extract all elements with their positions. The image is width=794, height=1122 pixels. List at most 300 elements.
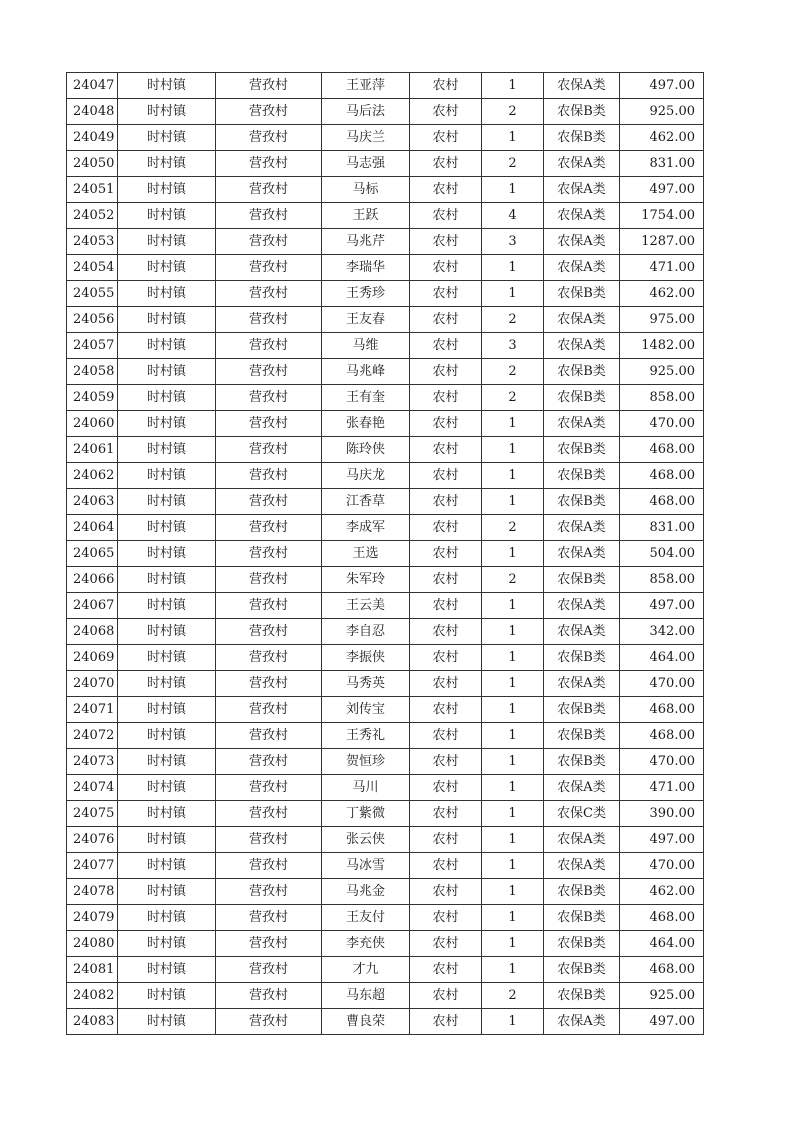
amount-cell: 497.00 — [620, 593, 704, 619]
town-cell: 时村镇 — [118, 489, 216, 515]
person-name-cell: 马川 — [322, 775, 410, 801]
town-cell: 时村镇 — [118, 645, 216, 671]
amount-cell: 831.00 — [620, 515, 704, 541]
household-count-cell: 1 — [482, 125, 544, 151]
household-count-cell: 1 — [482, 957, 544, 983]
amount-cell: 470.00 — [620, 411, 704, 437]
person-name-cell: 陈玲侠 — [322, 437, 410, 463]
area-type-cell: 农村 — [410, 489, 482, 515]
person-name-cell: 马后法 — [322, 99, 410, 125]
area-type-cell: 农村 — [410, 801, 482, 827]
household-count-cell: 1 — [482, 671, 544, 697]
village-cell: 营孜村 — [216, 671, 322, 697]
area-type-cell: 农村 — [410, 385, 482, 411]
record-id-cell: 24049 — [67, 125, 118, 151]
insurance-category-cell: 农保B类 — [544, 125, 620, 151]
table-row — [67, 385, 704, 411]
household-count-cell: 1 — [482, 723, 544, 749]
village-cell: 营孜村 — [216, 957, 322, 983]
amount-cell: 497.00 — [620, 827, 704, 853]
table-row — [67, 151, 704, 177]
town-cell: 时村镇 — [118, 359, 216, 385]
insurance-category-cell: 农保B类 — [544, 905, 620, 931]
amount-cell: 975.00 — [620, 307, 704, 333]
area-type-cell: 农村 — [410, 827, 482, 853]
table-row — [67, 515, 704, 541]
person-name-cell: 王跃 — [322, 203, 410, 229]
town-cell: 时村镇 — [118, 333, 216, 359]
amount-cell: 497.00 — [620, 73, 704, 99]
town-cell: 时村镇 — [118, 411, 216, 437]
amount-cell: 471.00 — [620, 775, 704, 801]
household-count-cell: 1 — [482, 593, 544, 619]
table-row — [67, 723, 704, 749]
table-row — [67, 281, 704, 307]
amount-cell: 925.00 — [620, 983, 704, 1009]
record-id-cell: 24070 — [67, 671, 118, 697]
household-count-cell: 1 — [482, 463, 544, 489]
table-row — [67, 411, 704, 437]
area-type-cell: 农村 — [410, 619, 482, 645]
area-type-cell: 农村 — [410, 879, 482, 905]
amount-cell: 925.00 — [620, 359, 704, 385]
household-count-cell: 3 — [482, 333, 544, 359]
table-row — [67, 593, 704, 619]
amount-cell: 471.00 — [620, 255, 704, 281]
area-type-cell: 农村 — [410, 125, 482, 151]
record-id-cell: 24068 — [67, 619, 118, 645]
town-cell: 时村镇 — [118, 1009, 216, 1035]
record-id-cell: 24050 — [67, 151, 118, 177]
person-name-cell: 贺恒珍 — [322, 749, 410, 775]
town-cell: 时村镇 — [118, 541, 216, 567]
insurance-category-cell: 农保B类 — [544, 879, 620, 905]
table-row — [67, 489, 704, 515]
town-cell: 时村镇 — [118, 671, 216, 697]
record-id-cell: 24055 — [67, 281, 118, 307]
person-name-cell: 才九 — [322, 957, 410, 983]
amount-cell: 497.00 — [620, 177, 704, 203]
table-row — [67, 957, 704, 983]
amount-cell: 1287.00 — [620, 229, 704, 255]
insurance-category-cell: 农保A类 — [544, 775, 620, 801]
household-count-cell: 2 — [482, 359, 544, 385]
village-cell: 营孜村 — [216, 1009, 322, 1035]
household-count-cell: 2 — [482, 385, 544, 411]
table-row — [67, 879, 704, 905]
amount-cell: 497.00 — [620, 1009, 704, 1035]
town-cell: 时村镇 — [118, 697, 216, 723]
record-id-cell: 24076 — [67, 827, 118, 853]
amount-cell: 342.00 — [620, 619, 704, 645]
village-cell: 营孜村 — [216, 827, 322, 853]
amount-cell: 468.00 — [620, 463, 704, 489]
person-name-cell: 马庆兰 — [322, 125, 410, 151]
village-cell: 营孜村 — [216, 619, 322, 645]
area-type-cell: 农村 — [410, 463, 482, 489]
amount-cell: 468.00 — [620, 905, 704, 931]
insurance-category-cell: 农保A类 — [544, 203, 620, 229]
record-id-cell: 24077 — [67, 853, 118, 879]
record-id-cell: 24062 — [67, 463, 118, 489]
area-type-cell: 农村 — [410, 541, 482, 567]
person-name-cell: 李成军 — [322, 515, 410, 541]
household-count-cell: 1 — [482, 489, 544, 515]
record-id-cell: 24083 — [67, 1009, 118, 1035]
record-id-cell: 24061 — [67, 437, 118, 463]
village-cell: 营孜村 — [216, 801, 322, 827]
household-count-cell: 1 — [482, 619, 544, 645]
records-table — [66, 72, 704, 1035]
insurance-category-cell: 农保B类 — [544, 385, 620, 411]
household-count-cell: 1 — [482, 749, 544, 775]
amount-cell: 468.00 — [620, 489, 704, 515]
record-id-cell: 24056 — [67, 307, 118, 333]
person-name-cell: 李充侠 — [322, 931, 410, 957]
person-name-cell: 马兆峰 — [322, 359, 410, 385]
table-row — [67, 853, 704, 879]
insurance-category-cell: 农保B类 — [544, 567, 620, 593]
person-name-cell: 马维 — [322, 333, 410, 359]
amount-cell: 470.00 — [620, 853, 704, 879]
insurance-category-cell: 农保B类 — [544, 99, 620, 125]
village-cell: 营孜村 — [216, 359, 322, 385]
village-cell: 营孜村 — [216, 177, 322, 203]
area-type-cell: 农村 — [410, 775, 482, 801]
insurance-category-cell: 农保A类 — [544, 515, 620, 541]
amount-cell: 468.00 — [620, 957, 704, 983]
area-type-cell: 农村 — [410, 1009, 482, 1035]
village-cell: 营孜村 — [216, 307, 322, 333]
insurance-category-cell: 农保A类 — [544, 307, 620, 333]
amount-cell: 462.00 — [620, 879, 704, 905]
person-name-cell: 王有奎 — [322, 385, 410, 411]
record-id-cell: 24075 — [67, 801, 118, 827]
person-name-cell: 张云侠 — [322, 827, 410, 853]
area-type-cell: 农村 — [410, 437, 482, 463]
household-count-cell: 2 — [482, 99, 544, 125]
table-row — [67, 619, 704, 645]
village-cell: 营孜村 — [216, 879, 322, 905]
town-cell: 时村镇 — [118, 567, 216, 593]
village-cell: 营孜村 — [216, 333, 322, 359]
household-count-cell: 4 — [482, 203, 544, 229]
household-count-cell: 1 — [482, 853, 544, 879]
household-count-cell: 1 — [482, 73, 544, 99]
village-cell: 营孜村 — [216, 125, 322, 151]
insurance-category-cell: 农保B类 — [544, 749, 620, 775]
town-cell: 时村镇 — [118, 99, 216, 125]
table-row — [67, 827, 704, 853]
insurance-category-cell: 农保B类 — [544, 697, 620, 723]
village-cell: 营孜村 — [216, 515, 322, 541]
village-cell: 营孜村 — [216, 411, 322, 437]
amount-cell: 390.00 — [620, 801, 704, 827]
record-id-cell: 24071 — [67, 697, 118, 723]
insurance-category-cell: 农保A类 — [544, 593, 620, 619]
village-cell: 营孜村 — [216, 723, 322, 749]
village-cell: 营孜村 — [216, 73, 322, 99]
town-cell: 时村镇 — [118, 801, 216, 827]
town-cell: 时村镇 — [118, 385, 216, 411]
amount-cell: 1754.00 — [620, 203, 704, 229]
amount-cell: 462.00 — [620, 281, 704, 307]
table-row — [67, 775, 704, 801]
household-count-cell: 1 — [482, 879, 544, 905]
insurance-category-cell: 农保B类 — [544, 437, 620, 463]
table-row — [67, 671, 704, 697]
person-name-cell: 马志强 — [322, 151, 410, 177]
insurance-category-cell: 农保A类 — [544, 73, 620, 99]
area-type-cell: 农村 — [410, 307, 482, 333]
household-count-cell: 2 — [482, 307, 544, 333]
record-id-cell: 24081 — [67, 957, 118, 983]
household-count-cell: 1 — [482, 411, 544, 437]
town-cell: 时村镇 — [118, 125, 216, 151]
table-row — [67, 1009, 704, 1035]
household-count-cell: 1 — [482, 437, 544, 463]
record-id-cell: 24065 — [67, 541, 118, 567]
village-cell: 营孜村 — [216, 541, 322, 567]
area-type-cell: 农村 — [410, 931, 482, 957]
village-cell: 营孜村 — [216, 437, 322, 463]
insurance-category-cell: 农保A类 — [544, 619, 620, 645]
person-name-cell: 丁紫微 — [322, 801, 410, 827]
person-name-cell: 马庆龙 — [322, 463, 410, 489]
village-cell: 营孜村 — [216, 255, 322, 281]
area-type-cell: 农村 — [410, 905, 482, 931]
table-row — [67, 645, 704, 671]
town-cell: 时村镇 — [118, 515, 216, 541]
area-type-cell: 农村 — [410, 697, 482, 723]
town-cell: 时村镇 — [118, 853, 216, 879]
household-count-cell: 2 — [482, 567, 544, 593]
person-name-cell: 曹良荣 — [322, 1009, 410, 1035]
person-name-cell: 马兆芹 — [322, 229, 410, 255]
amount-cell: 1482.00 — [620, 333, 704, 359]
village-cell: 营孜村 — [216, 385, 322, 411]
village-cell: 营孜村 — [216, 489, 322, 515]
amount-cell: 468.00 — [620, 697, 704, 723]
insurance-category-cell: 农保A类 — [544, 541, 620, 567]
table-row — [67, 697, 704, 723]
village-cell: 营孜村 — [216, 905, 322, 931]
insurance-category-cell: 农保A类 — [544, 229, 620, 255]
record-id-cell: 24057 — [67, 333, 118, 359]
area-type-cell: 农村 — [410, 359, 482, 385]
table-row — [67, 125, 704, 151]
insurance-category-cell: 农保A类 — [544, 411, 620, 437]
person-name-cell: 王友付 — [322, 905, 410, 931]
area-type-cell: 农村 — [410, 983, 482, 1009]
town-cell: 时村镇 — [118, 619, 216, 645]
table-row — [67, 437, 704, 463]
table-row — [67, 203, 704, 229]
amount-cell: 464.00 — [620, 931, 704, 957]
area-type-cell: 农村 — [410, 593, 482, 619]
household-count-cell: 2 — [482, 515, 544, 541]
insurance-category-cell: 农保A类 — [544, 151, 620, 177]
area-type-cell: 农村 — [410, 957, 482, 983]
insurance-category-cell: 农保B类 — [544, 983, 620, 1009]
household-count-cell: 1 — [482, 905, 544, 931]
insurance-category-cell: 农保B类 — [544, 281, 620, 307]
area-type-cell: 农村 — [410, 411, 482, 437]
area-type-cell: 农村 — [410, 515, 482, 541]
insurance-category-cell: 农保A类 — [544, 255, 620, 281]
town-cell: 时村镇 — [118, 307, 216, 333]
village-cell: 营孜村 — [216, 151, 322, 177]
insurance-category-cell: 农保B类 — [544, 489, 620, 515]
insurance-category-cell: 农保A类 — [544, 333, 620, 359]
record-id-cell: 24069 — [67, 645, 118, 671]
record-id-cell: 24060 — [67, 411, 118, 437]
insurance-category-cell: 农保A类 — [544, 1009, 620, 1035]
person-name-cell: 王友春 — [322, 307, 410, 333]
amount-cell: 468.00 — [620, 723, 704, 749]
table-body — [67, 73, 704, 1035]
insurance-category-cell: 农保B类 — [544, 645, 620, 671]
person-name-cell: 刘传宝 — [322, 697, 410, 723]
record-id-cell: 24066 — [67, 567, 118, 593]
household-count-cell: 1 — [482, 801, 544, 827]
person-name-cell: 马东超 — [322, 983, 410, 1009]
town-cell: 时村镇 — [118, 827, 216, 853]
village-cell: 营孜村 — [216, 749, 322, 775]
person-name-cell: 朱军玲 — [322, 567, 410, 593]
village-cell: 营孜村 — [216, 567, 322, 593]
area-type-cell: 农村 — [410, 203, 482, 229]
person-name-cell: 李自忍 — [322, 619, 410, 645]
village-cell: 营孜村 — [216, 645, 322, 671]
person-name-cell: 马秀英 — [322, 671, 410, 697]
table-row — [67, 567, 704, 593]
record-id-cell: 24059 — [67, 385, 118, 411]
record-id-cell: 24063 — [67, 489, 118, 515]
table-row — [67, 229, 704, 255]
town-cell: 时村镇 — [118, 749, 216, 775]
town-cell: 时村镇 — [118, 905, 216, 931]
village-cell: 营孜村 — [216, 99, 322, 125]
record-id-cell: 24054 — [67, 255, 118, 281]
village-cell: 营孜村 — [216, 853, 322, 879]
record-id-cell: 24064 — [67, 515, 118, 541]
town-cell: 时村镇 — [118, 255, 216, 281]
amount-cell: 462.00 — [620, 125, 704, 151]
area-type-cell: 农村 — [410, 671, 482, 697]
insurance-category-cell: 农保C类 — [544, 801, 620, 827]
household-count-cell: 1 — [482, 931, 544, 957]
town-cell: 时村镇 — [118, 957, 216, 983]
village-cell: 营孜村 — [216, 463, 322, 489]
table-row — [67, 73, 704, 99]
insurance-category-cell: 农保B类 — [544, 957, 620, 983]
household-count-cell: 1 — [482, 281, 544, 307]
table-row — [67, 177, 704, 203]
person-name-cell: 李瑞华 — [322, 255, 410, 281]
area-type-cell: 农村 — [410, 853, 482, 879]
household-count-cell: 1 — [482, 1009, 544, 1035]
area-type-cell: 农村 — [410, 73, 482, 99]
person-name-cell: 李振侠 — [322, 645, 410, 671]
insurance-category-cell: 农保B类 — [544, 931, 620, 957]
village-cell: 营孜村 — [216, 281, 322, 307]
person-name-cell: 王秀珍 — [322, 281, 410, 307]
person-name-cell: 马兆金 — [322, 879, 410, 905]
table-row — [67, 541, 704, 567]
area-type-cell: 农村 — [410, 229, 482, 255]
table-row — [67, 359, 704, 385]
village-cell: 营孜村 — [216, 983, 322, 1009]
record-id-cell: 24074 — [67, 775, 118, 801]
town-cell: 时村镇 — [118, 983, 216, 1009]
town-cell: 时村镇 — [118, 879, 216, 905]
town-cell: 时村镇 — [118, 775, 216, 801]
town-cell: 时村镇 — [118, 593, 216, 619]
record-id-cell: 24082 — [67, 983, 118, 1009]
record-id-cell: 24051 — [67, 177, 118, 203]
insurance-category-cell: 农保B类 — [544, 723, 620, 749]
insurance-category-cell: 农保B类 — [544, 463, 620, 489]
table-row — [67, 99, 704, 125]
table-row — [67, 333, 704, 359]
household-count-cell: 1 — [482, 775, 544, 801]
insurance-category-cell: 农保A类 — [544, 827, 620, 853]
household-count-cell: 2 — [482, 983, 544, 1009]
record-id-cell: 24048 — [67, 99, 118, 125]
record-id-cell: 24080 — [67, 931, 118, 957]
insurance-category-cell: 农保A类 — [544, 177, 620, 203]
area-type-cell: 农村 — [410, 749, 482, 775]
town-cell: 时村镇 — [118, 73, 216, 99]
record-id-cell: 24058 — [67, 359, 118, 385]
household-count-cell: 1 — [482, 645, 544, 671]
village-cell: 营孜村 — [216, 593, 322, 619]
record-id-cell: 24067 — [67, 593, 118, 619]
area-type-cell: 农村 — [410, 281, 482, 307]
table-row — [67, 905, 704, 931]
town-cell: 时村镇 — [118, 723, 216, 749]
town-cell: 时村镇 — [118, 463, 216, 489]
household-count-cell: 1 — [482, 541, 544, 567]
amount-cell: 470.00 — [620, 749, 704, 775]
amount-cell: 925.00 — [620, 99, 704, 125]
amount-cell: 464.00 — [620, 645, 704, 671]
table-row — [67, 801, 704, 827]
village-cell: 营孜村 — [216, 697, 322, 723]
amount-cell: 831.00 — [620, 151, 704, 177]
village-cell: 营孜村 — [216, 229, 322, 255]
household-count-cell: 1 — [482, 827, 544, 853]
table-row — [67, 749, 704, 775]
area-type-cell: 农村 — [410, 567, 482, 593]
person-name-cell: 王秀礼 — [322, 723, 410, 749]
table-row — [67, 463, 704, 489]
record-id-cell: 24052 — [67, 203, 118, 229]
person-name-cell: 张春艳 — [322, 411, 410, 437]
person-name-cell: 江香草 — [322, 489, 410, 515]
table-row — [67, 983, 704, 1009]
area-type-cell: 农村 — [410, 645, 482, 671]
insurance-category-cell: 农保A类 — [544, 853, 620, 879]
insurance-category-cell: 农保A类 — [544, 671, 620, 697]
area-type-cell: 农村 — [410, 99, 482, 125]
amount-cell: 504.00 — [620, 541, 704, 567]
town-cell: 时村镇 — [118, 151, 216, 177]
person-name-cell: 马标 — [322, 177, 410, 203]
person-name-cell: 马冰雪 — [322, 853, 410, 879]
person-name-cell: 王云美 — [322, 593, 410, 619]
